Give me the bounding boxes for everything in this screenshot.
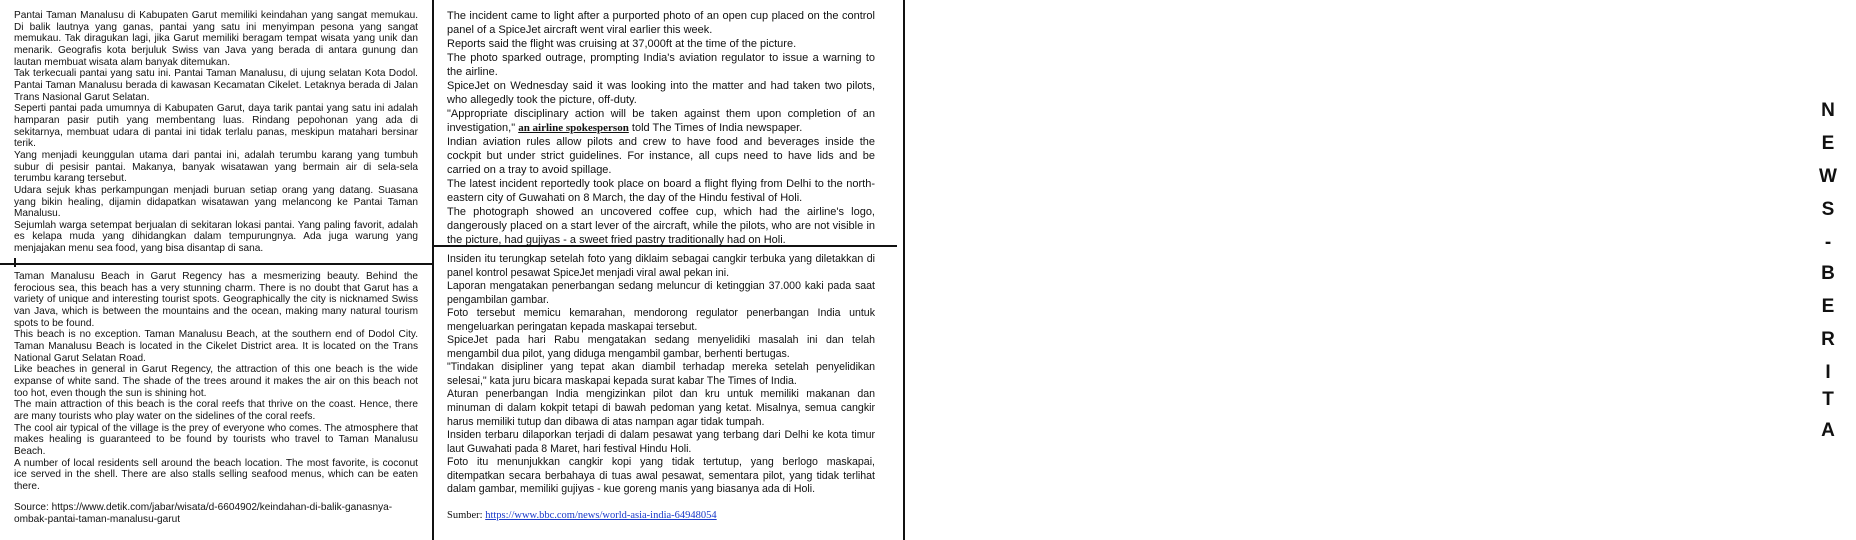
source-citation: Source: https://www.detik.com/jabar/wisata/d-6604902/keindahan-di-balik-ganasnya-ombak-pantai-taman-manalusu-garut [14, 502, 393, 526]
source-link[interactable]: https://www.bbc.com/news/world-asia-india-64948054 [485, 509, 717, 521]
side-title-letter: W [1819, 166, 1837, 187]
side-title-letter: S [1821, 199, 1835, 220]
paragraph: Taman Manalusu Beach in Garut Regency has a mesmerizing beauty. Behind the ferocious sea, this beach has a very stunning charm. There is no doubt that Garut has a variety of unique and interesting tourist spots. Geographically the city is nicknamed Swiss van Java, which is between the mountains and the ocean, making many natural tourism spots to be found. [14, 271, 418, 329]
paragraph: The main attraction of this beach is the coral reefs that thrive on the coast. Hence, there are many tourists who play water on the sidelines of the coral reefs. [14, 399, 418, 422]
side-title [896, 0, 1837, 540]
article-beach-indonesian [0, 0, 432, 264]
paragraph: SpiceJet on Wednesday said it was looking into the matter and had taken two pilots, who allegedly took the picture, off-duty. [447, 79, 875, 106]
paragraph: The photograph showed an uncovered coffee cup, which had the airline's logo, dangerously placed on a start lever of the aircraft, while the pilots, who are not visible in the picture, had gujiyas - a sweet fried pastry traditionally had on Holi. [447, 205, 875, 246]
paragraph: Insiden itu terungkap setelah foto yang diklaim sebagai cangkir terbuka yang diletakkan di panel kontrol pesawat SpiceJet menjadi viral awal pekan ini. [447, 253, 875, 279]
paragraph: SpiceJet pada hari Rabu mengatakan sedang menyelidiki masalah ini dan telah mengambil dua pilot, yang diduga mengambil gambar, berhenti bertugas. [447, 334, 875, 360]
paragraph: The latest incident reportedly took place on board a flight flying from Delhi to the north-eastern city of Guwahati on 8 March, the day of the Hindu festival of Holi. [447, 177, 875, 204]
spokesperson-link[interactable]: an airline spokesperson [518, 121, 629, 134]
quote-text: "Appropriate disciplinary action will be taken against them upon completion of an investigation," [447, 107, 875, 134]
paragraph: Udara sejuk khas perkampungan menjadi buruan setiap orang yang datang. Suasana yang bikin healing, dijamin didapatkan wisatawan yang melancong ke Pantai Taman Manalusu. [14, 184, 418, 220]
paragraph: Laporan mengatakan penerbangan sedang meluncur di ketinggian 37.000 kaki pada saat pengambilan gambar. [447, 280, 875, 306]
paragraph: Reports said the flight was cruising at 37,000ft at the time of the picture. [447, 37, 797, 50]
paragraph: Like beaches in general in Garut Regency, the attraction of this one beach is the wide expanse of white sand. The shade of the trees around it makes the air on this beach not too hot, even though the sun is shining hot. [14, 364, 418, 399]
paragraph: "Tindakan disipliner yang tepat akan diambil terhadap mereka setelah penyelidikan selesai," kata juru bicara maskapai kepada surat kabar The Times of India. [447, 361, 875, 387]
article-spicejet-indonesian [433, 246, 897, 540]
text-cursor-mark [14, 258, 16, 267]
source-citation [447, 509, 875, 522]
side-title-letter: E [1821, 133, 1835, 154]
side-title-letter: A [1821, 420, 1835, 441]
side-title-letter: T [1822, 389, 1834, 410]
paragraph: Pantai Taman Manalusu di Kabupaten Garut memiliki keindahan yang sangat memukau. Di balik lautnya yang ganas, pantai yang satu ini menyimpan pesona yang sangat memukau. Tak diragukan lagi, jika Garut memiliki beragam tempat wisata yang unik dan menarik. Geografis kota berjuluk Swiss van Java yang berada di antara gunung dan lautan membuat wisata alam banyak ditemukan. [14, 10, 418, 68]
paragraph: A number of local residents sell around the beach location. The most favorite, is coconut ice served in the shell. There are also stalls selling seafood menus, which can be eaten there. [14, 457, 418, 492]
paragraph: Sejumlah warga setempat berjualan di sekitaran lokasi pantai. Yang paling favorit, adalah es kelapa muda yang dihidangkan dalam tempurungnya. Ada juga warung yang menjajakan menu sea food, yang bisa disantap di sana. [14, 219, 418, 255]
paragraph-with-link [447, 108, 875, 136]
paragraph: This beach is no exception. Taman Manalusu Beach, at the southern end of Dodol City. Taman Manalusu Beach is located in the Cikelet District area. It is located on the Trans National Garut Selatan Road. [14, 329, 418, 364]
side-title-letter: I [1825, 362, 1831, 383]
side-title-letter: E [1821, 296, 1835, 317]
source-label: Sumber: [447, 509, 483, 521]
paragraph: Indian aviation rules allow pilots and crew to have food and beverages inside the cockpit but under strict guidelines. For instance, all cups need to have lids and be carried on a tray to avoid spillage. [447, 135, 875, 176]
vertical-divider [432, 0, 434, 540]
side-title-letter: N [1821, 100, 1835, 121]
side-title-letter: B [1821, 263, 1835, 284]
side-title-letter: - [1824, 232, 1832, 253]
paragraph: Yang menjadi keunggulan utama dari pantai ini, adalah terumbu karang yang tumbuh subur di pesisir pantai. Makanya, banyak wisatawan yang bermain air di sela-sela terumbu karang tersebut. [14, 149, 418, 185]
paragraph: Insiden terbaru dilaporkan terjadi di dalam pesawat yang terbang dari Delhi ke kota timur laut Guwahati pada 8 Maret, hari festival Hindu Holi. [447, 429, 875, 455]
quote-attribution: told The Times of India newspaper. [631, 121, 803, 134]
paragraph: Seperti pantai pada umumnya di Kabupaten Garut, daya tarik pantai yang satu ini adalah hamparan pasir putih yang membentang luas. Rindang pepohonan yang ada di sekitarnya, membuat udara di pantai ini tidak terlalu panas, meskipun matahari bersinar terik. [14, 103, 418, 150]
article-spicejet-english [433, 0, 897, 246]
horizontal-divider-right [433, 245, 897, 247]
horizontal-divider-left [0, 263, 433, 265]
paragraph: The cool air typical of the village is the prey of everyone who comes. The atmosphere that makes healing is guaranteed to be found by tourists who travel to Taman Manalusu Beach. [14, 422, 418, 457]
paragraph: Tak terkecuali pantai yang satu ini. Pantai Taman Manalusu, di ujung selatan Kota Dodol. Pantai Taman Manalusu berada di kawasan Kecamatan Cikelet. Letaknya berada di Jalan Trans Nasional Garut Selatan. [14, 68, 418, 103]
paragraph: The photo sparked outrage, prompting India's aviation regulator to issue a warning to the airline. [447, 51, 875, 78]
paragraph: The incident came to light after a purported photo of an open cup placed on the control panel of a SpiceJet aircraft went viral earlier this week. [447, 10, 875, 36]
paragraph: Foto tersebut memicu kemarahan, mendorong regulator penerbangan India untuk mengeluarkan peringatan kepada maskapai tersebut. [447, 307, 875, 333]
side-title-letter: R [1821, 329, 1835, 350]
paragraph: Aturan penerbangan India mengizinkan pilot dan kru untuk memiliki makanan dan minuman di dalam kokpit tetapi di bawah pedoman yang ketat. Misalnya, semua cangkir harus memiliki tutup dan dibawa di atas nampan agar tidak tumpah. [447, 388, 875, 428]
article-beach-english [0, 264, 432, 540]
paragraph: Foto itu menunjukkan cangkir kopi yang tidak tertutup, yang berlogo maskapai, ditempatkan secara berbahaya di tuas awal pesawat, sementara pilot, yang tidak terlihat dalam gambar, memiliki gujiyas - kue goreng manis yang biasanya ada di Holi. [447, 456, 875, 496]
